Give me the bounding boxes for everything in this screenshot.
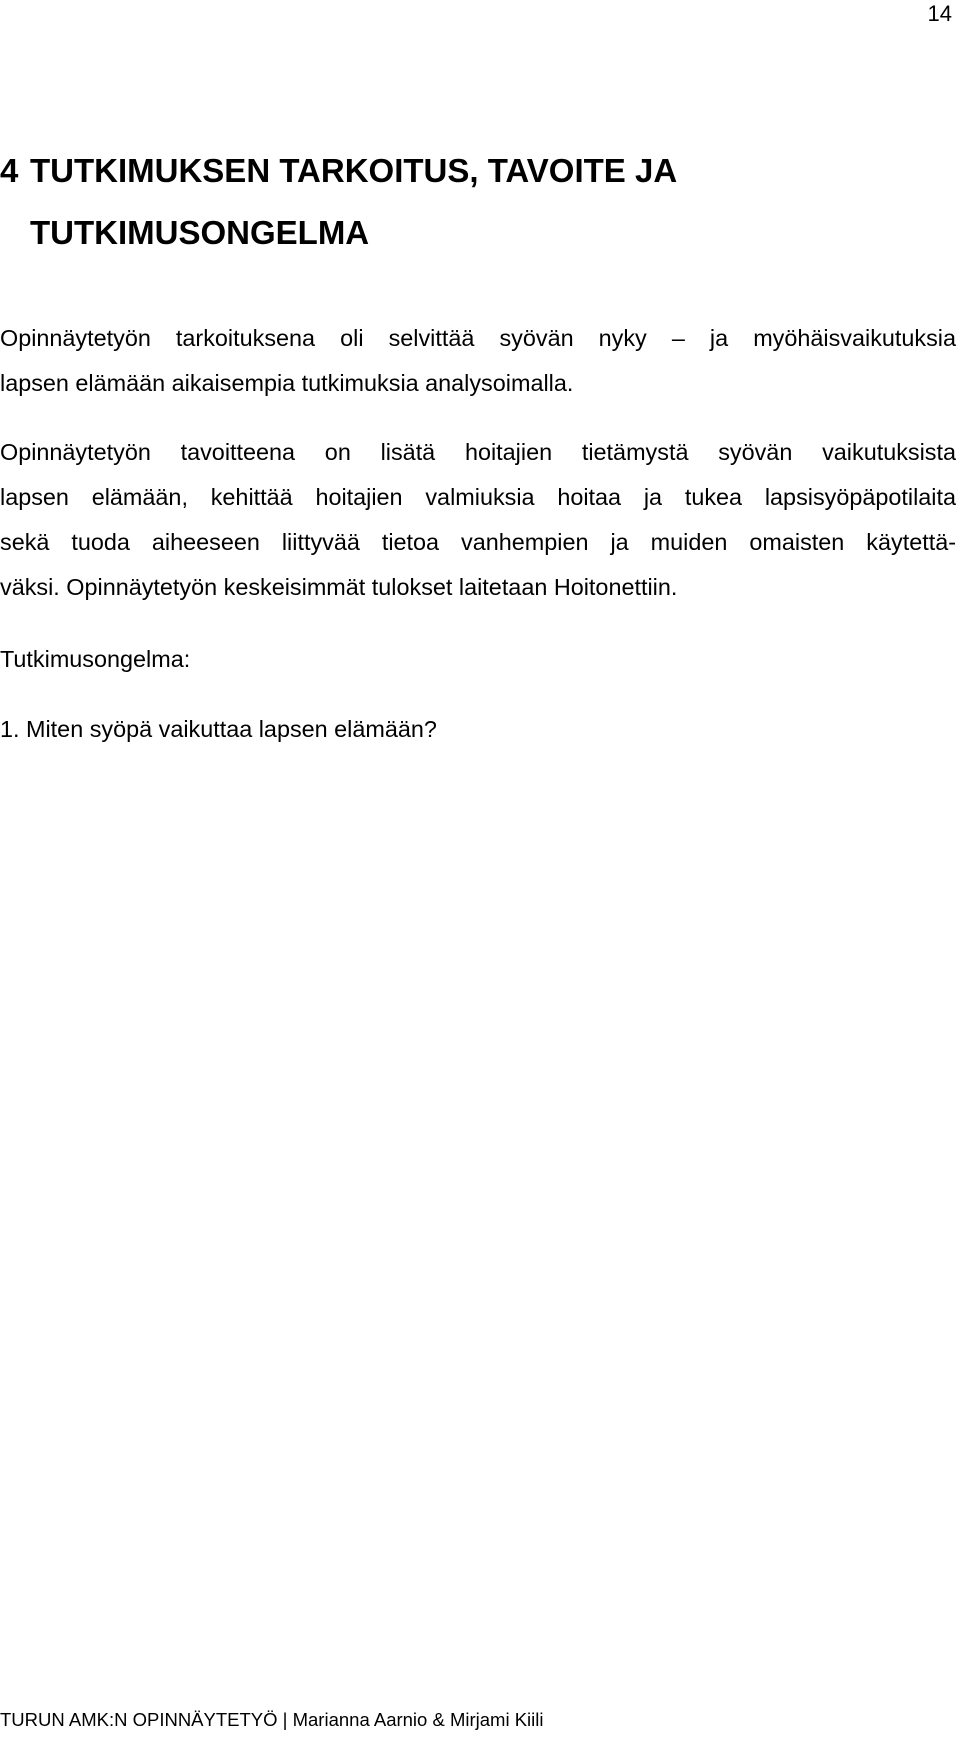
research-problem-label: Tutkimusongelma: bbox=[0, 646, 191, 672]
heading-line-2 bbox=[0, 202, 677, 264]
paragraph-line: sekä tuoda aiheeseen liittyvää tietoa vanhempien ja muiden omaisten käytettä- bbox=[0, 529, 956, 555]
paragraph-line: väksi. Opinnäytetyön keskeisimmät tulokset laitetaan Hoitonettiin. bbox=[0, 574, 678, 600]
page-number: 14 bbox=[927, 1, 952, 26]
page-footer: TURUN AMK:N OPINNÄYTETYÖ | Marianna Aarnio & Mirjami Kiili bbox=[0, 1709, 544, 1730]
paragraph-purpose bbox=[0, 316, 956, 406]
heading-title-part-2: TUTKIMUSONGELMA bbox=[30, 214, 370, 251]
heading-title-part-1: TUTKIMUKSEN TARKOITUS, TAVOITE JA bbox=[30, 152, 678, 189]
research-question-1: 1. Miten syöpä vaikuttaa lapsen elämään? bbox=[0, 716, 437, 742]
paragraph-line: lapsen elämään, kehittää hoitajien valmiuksia hoitaa ja tukea lapsisyöpäpotilaita bbox=[0, 484, 956, 510]
paragraph-goal bbox=[0, 430, 956, 610]
heading-number: 4 bbox=[0, 152, 19, 189]
chapter-heading bbox=[0, 140, 677, 264]
heading-line-1 bbox=[0, 140, 677, 202]
paragraph-line: Opinnäytetyön tavoitteena on lisätä hoitajien tietämystä syövän vaikutuksista bbox=[0, 439, 956, 465]
paragraph-line: Opinnäytetyön tarkoituksena oli selvittää syövän nyky – ja myöhäisvaikutuksia bbox=[0, 325, 956, 351]
paragraph-line: lapsen elämään aikaisempia tutkimuksia analysoimalla. bbox=[0, 370, 574, 396]
